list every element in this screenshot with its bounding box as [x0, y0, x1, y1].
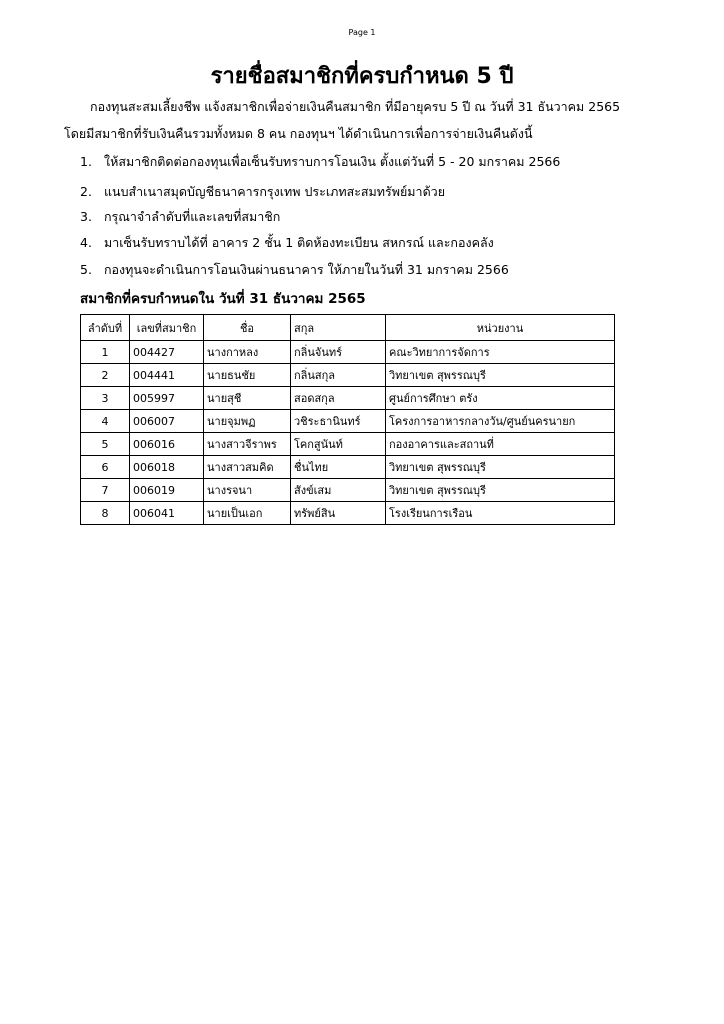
header-member-id: เลขที่สมาชิก: [130, 315, 204, 341]
cell-department: วิทยาเขต สุพรรณบุรี: [386, 456, 615, 479]
table-row: [81, 387, 615, 410]
cell-department: กองอาคารและสถานที่: [386, 433, 615, 456]
cell-order: 2: [81, 364, 130, 387]
step-number: 5.: [80, 262, 92, 277]
cell-order: 1: [81, 341, 130, 364]
table-row: [81, 410, 615, 433]
table-row: [81, 364, 615, 387]
cell-surname: สังข์เสม: [291, 479, 386, 502]
cell-name: นางรจนา: [204, 479, 291, 502]
step-text: กรุณาจำลำดับที่และเลขที่สมาชิก: [103, 209, 281, 224]
step-item: [80, 152, 560, 172]
cell-department: วิทยาเขต สุพรรณบุรี: [386, 364, 615, 387]
cell-surname: สอดสกุล: [291, 387, 386, 410]
cell-name: นายธนชัย: [204, 364, 291, 387]
step-item: [80, 207, 280, 227]
cell-order: 3: [81, 387, 130, 410]
cell-name: นางสาวจีราพร: [204, 433, 291, 456]
cell-surname: กลิ่นจันทร์: [291, 341, 386, 364]
header-name: ชื่อ: [204, 315, 291, 341]
page-title: รายชื่อสมาชิกที่ครบกำหนด 5 ปี: [210, 64, 514, 89]
cell-surname: วชิระธานินทร์: [291, 410, 386, 433]
cell-name: นายสุชี: [204, 387, 291, 410]
cell-member-id: 005997: [130, 387, 204, 410]
intro-line-2: โดยมีสมาชิกที่รับเงินคืนรวมทั้งหมด 8 คน กองทุนฯ ได้ดำเนินการเพื่อการจ่ายเงินคืนดังนี้: [64, 126, 533, 141]
cell-member-id: 006018: [130, 456, 204, 479]
cell-member-id: 006019: [130, 479, 204, 502]
table-row: [81, 341, 615, 364]
step-text: กองทุนจะดำเนินการโอนเงินผ่านธนาคาร ให้ภายในวันที่ 31 มกราคม 2566: [103, 262, 509, 277]
cell-member-id: 006041: [130, 502, 204, 525]
step-item: [80, 233, 494, 253]
cell-order: 4: [81, 410, 130, 433]
cell-department: วิทยาเขต สุพรรณบุรี: [386, 479, 615, 502]
table-row: [81, 502, 615, 525]
header-surname: สกุล: [291, 315, 386, 341]
cell-surname: ชื่นไทย: [291, 456, 386, 479]
cell-member-id: 006007: [130, 410, 204, 433]
cell-name: นายจุมพฏ: [204, 410, 291, 433]
step-item: [80, 182, 445, 202]
step-item: [80, 260, 509, 280]
page-label: Page 1: [348, 28, 376, 37]
cell-surname: ทรัพย์สิน: [291, 502, 386, 525]
cell-order: 5: [81, 433, 130, 456]
table-subtitle: สมาชิกที่ครบกำหนดใน วันที่ 31 ธันวาคม 2565: [80, 291, 366, 307]
cell-order: 6: [81, 456, 130, 479]
cell-surname: โคกสูนันท์: [291, 433, 386, 456]
header-order: ลำดับที่: [81, 315, 130, 341]
step-number: 3.: [80, 209, 92, 224]
cell-name: นางสาวสมคิด: [204, 456, 291, 479]
table-row: [81, 479, 615, 502]
table-row: [81, 456, 615, 479]
members-table: [80, 314, 615, 525]
cell-member-id: 006016: [130, 433, 204, 456]
step-text: มาเซ็นรับทราบได้ที่ อาคาร 2 ชั้น 1 ติดห้องทะเบียน สหกรณ์ และกองคลัง: [103, 235, 494, 250]
intro-line-1: กองทุนสะสมเลี้ยงชีพ แจ้งสมาชิกเพื่อจ่ายเงินคืนสมาชิก ที่มีอายุครบ 5 ปี ณ วันที่ 31 ธันวาคม 2565: [90, 99, 621, 114]
cell-name: นางกาหลง: [204, 341, 291, 364]
cell-department: โรงเรียนการเรือน: [386, 502, 615, 525]
cell-member-id: 004427: [130, 341, 204, 364]
cell-department: ศูนย์การศึกษา ตรัง: [386, 387, 615, 410]
cell-department: คณะวิทยาการจัดการ: [386, 341, 615, 364]
cell-surname: กลิ่นสกุล: [291, 364, 386, 387]
step-number: 1.: [80, 154, 92, 169]
step-text: แนบสำเนาสมุดบัญชีธนาคารกรุงเทพ ประเภทสะสมทรัพย์มาด้วย: [103, 184, 446, 199]
cell-member-id: 004441: [130, 364, 204, 387]
cell-order: 8: [81, 502, 130, 525]
cell-department: โครงการอาหารกลางวัน/ศูนย์นครนายก: [386, 410, 615, 433]
step-text: ให้สมาชิกติดต่อกองทุนเพื่อเซ็นรับทราบการโอนเงิน ตั้งแต่วันที่ 5 - 20 มกราคม 2566: [103, 154, 561, 169]
header-department: หน่วยงาน: [386, 315, 615, 341]
cell-order: 7: [81, 479, 130, 502]
step-number: 2.: [80, 184, 92, 199]
table-header-row: [81, 315, 615, 341]
step-number: 4.: [80, 235, 92, 250]
table-row: [81, 433, 615, 456]
cell-name: นายเป็นเอก: [204, 502, 291, 525]
